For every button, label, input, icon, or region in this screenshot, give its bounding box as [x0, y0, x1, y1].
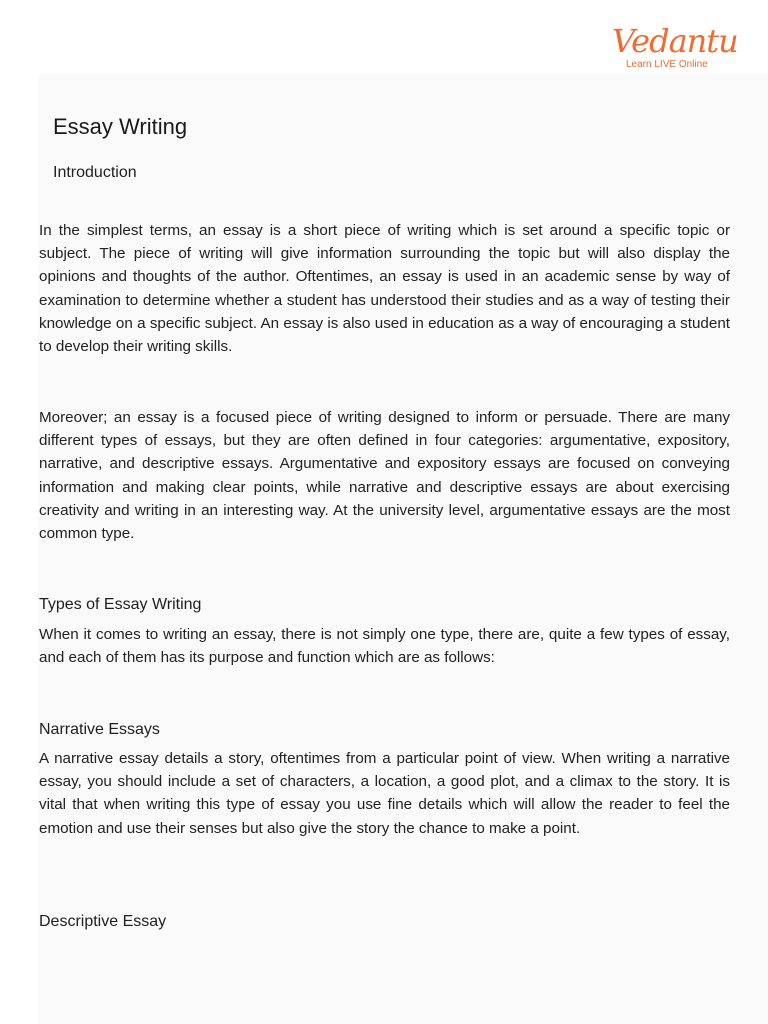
document-page: [38, 74, 768, 1024]
introduction-heading: Introduction: [53, 164, 137, 181]
types-paragraph: When it comes to writing an essay, there is not simply one type, there are, quite a few types of essay, and each of them has its purpose and function which are as follows:: [39, 626, 730, 667]
narrative-heading: Narrative Essays: [39, 721, 160, 738]
intro-paragraph-2: Moreover; an essay is a focused piece of writing designed to inform or persuade. There are many different types of essays, but they are often defined in four categories: argumentative, expository, narrative, and descriptive essays. Argumentative and expository essays are focused on conveying information and making clear points, while narrative and descriptive essays are about exercising creativity and writing in an interesting way. At the university level, argumentative essays are the most common type.: [39, 409, 730, 543]
types-heading: Types of Essay Writing: [39, 596, 202, 613]
logo-wordmark: Vedantu: [612, 22, 738, 60]
descriptive-heading: Descriptive Essay: [39, 913, 167, 930]
narrative-paragraph: A narrative essay details a story, oftentimes from a particular point of view. When writing a narrative essay, you should include a set of characters, a location, a good plot, and a climax to the story. It is vital that when writing this type of essay you use fine details which will allow the reader to feel the emotion and use their senses but also give the story the chance to make a point.: [39, 750, 730, 837]
document-title: Essay Writing: [53, 114, 188, 139]
logo-tagline: Learn LIVE Online: [626, 59, 708, 70]
vedantu-logo[interactable]: [612, 22, 738, 72]
intro-paragraph-1: In the simplest terms, an essay is a short piece of writing which is set around a specific topic or subject. The piece of writing will give information surrounding the topic but will also display the opinions and thoughts of the author. Oftentimes, an essay is used in an academic sense by way of examination to determine whether a student has understood their studies and as a way of testing their knowledge on a specific subject. An essay is also used in education as a way of encouraging a student to develop their writing skills.: [39, 222, 730, 356]
